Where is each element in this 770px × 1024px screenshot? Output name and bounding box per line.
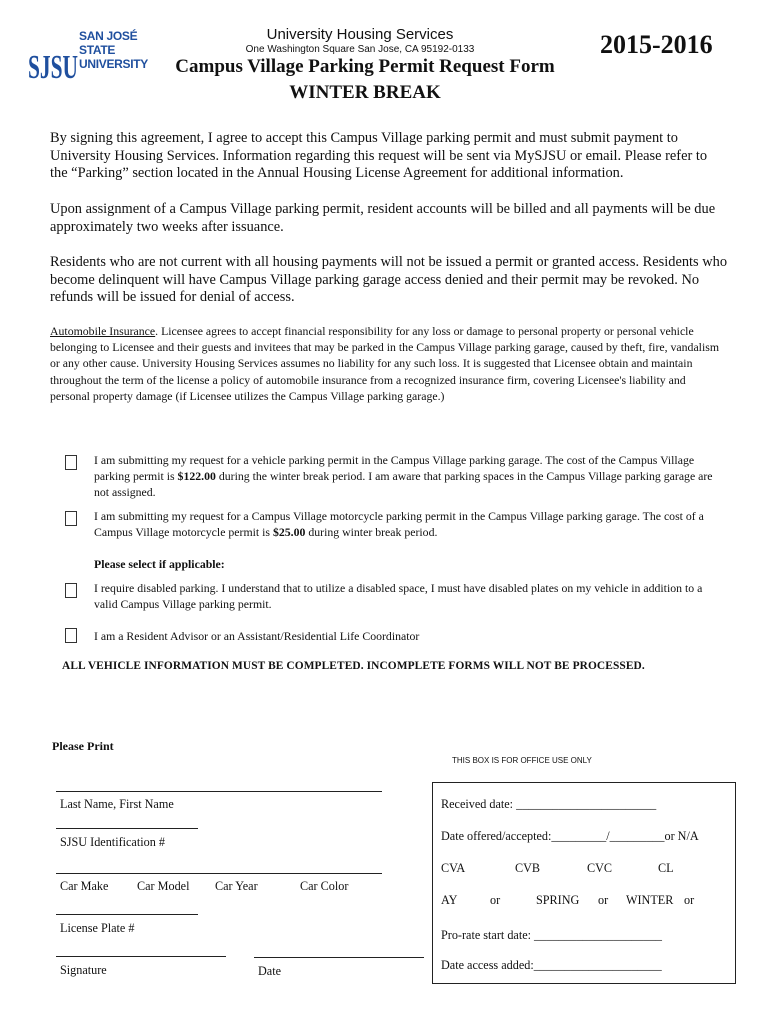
university-logo-text [79, 29, 149, 71]
form-subtitle: WINTER BREAK [289, 82, 441, 103]
sjsu-id-line[interactable] [56, 828, 198, 829]
moto-price: $25.00 [272, 525, 306, 540]
logo-line-2: UNIVERSITY [79, 57, 149, 71]
car-info-line[interactable] [56, 873, 382, 874]
disabled-parking-checkbox[interactable] [65, 583, 77, 598]
cva-option: CVA [441, 861, 466, 875]
resident-advisor-text: I am a Resident Advisor or an Assistant/Residential Life Coordinator [94, 629, 420, 643]
vehicle-text-pre: I am submitting my request for a vehicle parking permit in the Campus Village parking garage. The cost of the Campus Village parking permit is [94, 453, 695, 484]
vehicle-price: $122.00 [177, 469, 216, 484]
or-text-3: or [684, 893, 695, 907]
signature-line[interactable] [56, 956, 226, 957]
svg-text:SJSU: SJSU [28, 49, 78, 86]
prorate-date-field: Pro-rate start date: _____________________ [441, 928, 663, 942]
department-address: One Washington Square San Jose, CA 95192-0133 [245, 44, 475, 55]
date-line[interactable] [254, 957, 424, 958]
car-year-label: Car Year [215, 879, 258, 893]
resident-advisor-checkbox[interactable] [65, 628, 77, 643]
vehicle-permit-checkbox[interactable] [65, 455, 77, 470]
date-label: Date [258, 964, 282, 978]
name-line[interactable] [56, 791, 382, 792]
received-date-field: Received date: _______________________ [441, 797, 657, 811]
delinquency-paragraph: Residents who are not current with all housing payments will not be issued a permit or granted access. Residents who become delinquent will have Campus Village parking garage access denied and their permit may be revoked. No refunds will be issued for denial of access. [50, 254, 728, 305]
applicable-label: Please select if applicable: [94, 557, 225, 571]
please-print-label: Please Print [52, 739, 114, 753]
date-offered-field: Date offered/accepted:_________/_________or N/A [441, 829, 699, 843]
car-model-label: Car Model [137, 879, 190, 893]
or-text-1: or [490, 893, 501, 907]
office-use-note: THIS BOX IS FOR OFFICE USE ONLY [452, 756, 592, 765]
motorcycle-permit-checkbox[interactable] [65, 511, 77, 526]
moto-text-post: during winter break period. [305, 525, 438, 540]
spring-option: SPRING [536, 893, 580, 907]
or-text-2: or [598, 893, 609, 907]
sjsu-id-label: SJSU Identification # [60, 835, 165, 849]
license-plate-line[interactable] [56, 914, 198, 915]
form-title: Campus Village Parking Permit Request Form [175, 56, 555, 77]
cvc-option: CVC [587, 861, 613, 875]
insurance-paragraph [50, 323, 728, 404]
logo-line-1: SAN JOSÉ STATE [79, 29, 138, 57]
vehicle-text-post: during the winter break period. I am aware that parking spaces in the Campus Village parking garage are not assigned. [94, 469, 713, 500]
car-color-label: Car Color [300, 879, 349, 893]
billing-paragraph: Upon assignment of a Campus Village parking permit, resident accounts will be billed and all payments will be due approximately two weeks after issuance. [50, 201, 716, 235]
winter-option: WINTER [626, 893, 674, 907]
office-use-box [432, 782, 736, 984]
car-make-label: Car Make [60, 879, 109, 893]
ay-option: AY [441, 893, 458, 907]
motorcycle-permit-text [94, 508, 724, 540]
disabled-parking-text: I require disabled parking. I understand that to utilize a disabled space, I must have disabled plates on my vehicle in addition to a valid Campus Village parking permit. [94, 581, 703, 612]
academic-year: 2015-2016 [600, 30, 713, 59]
cvb-option: CVB [515, 861, 541, 875]
moto-text-pre: I am submitting my request for a Campus Village motorcycle parking permit in the Campus Village parking garage. The cost of a Campus Village motorcycle permit is [94, 509, 704, 540]
department-name: University Housing Services [266, 26, 454, 43]
insurance-heading: Automobile Insurance [50, 324, 156, 338]
completion-notice: ALL VEHICLE INFORMATION MUST BE COMPLETED. INCOMPLETE FORMS WILL NOT BE PROCESSED. [62, 660, 645, 672]
license-plate-label: License Plate # [60, 921, 135, 935]
agreement-paragraph: By signing this agreement, I agree to accept this Campus Village parking permit and must submit payment to University Housing Services. Information regarding this request will be sent via MySJSU or email. Please refer to the “Parking” section located in the Annual Housing License Agreement for additional information. [50, 130, 708, 181]
vehicle-permit-text [94, 452, 724, 501]
sjsu-logo-icon [28, 28, 78, 86]
cl-option: CL [658, 861, 674, 875]
signature-label: Signature [60, 963, 107, 977]
access-date-field: Date access added:_____________________ [441, 958, 662, 972]
name-label: Last Name, First Name [60, 797, 174, 811]
insurance-body: . Licensee agrees to accept financial responsibility for any loss or damage to personal property or personal vehicle belonging to Licensee and their guests and invitees that may be parked in the Campus Village parking garage, caused by theft, fire, vandalism or any other cause. University Housing Services assumes no liability for any such loss. It is suggested that Licensee obtain and maintain throughout the term of the license a policy of automobile insurance from a recognized insurance firm, covering Licensee's liability and personal property damage (if Licensee utilizes the Campus Village parking garage.) [50, 324, 720, 403]
